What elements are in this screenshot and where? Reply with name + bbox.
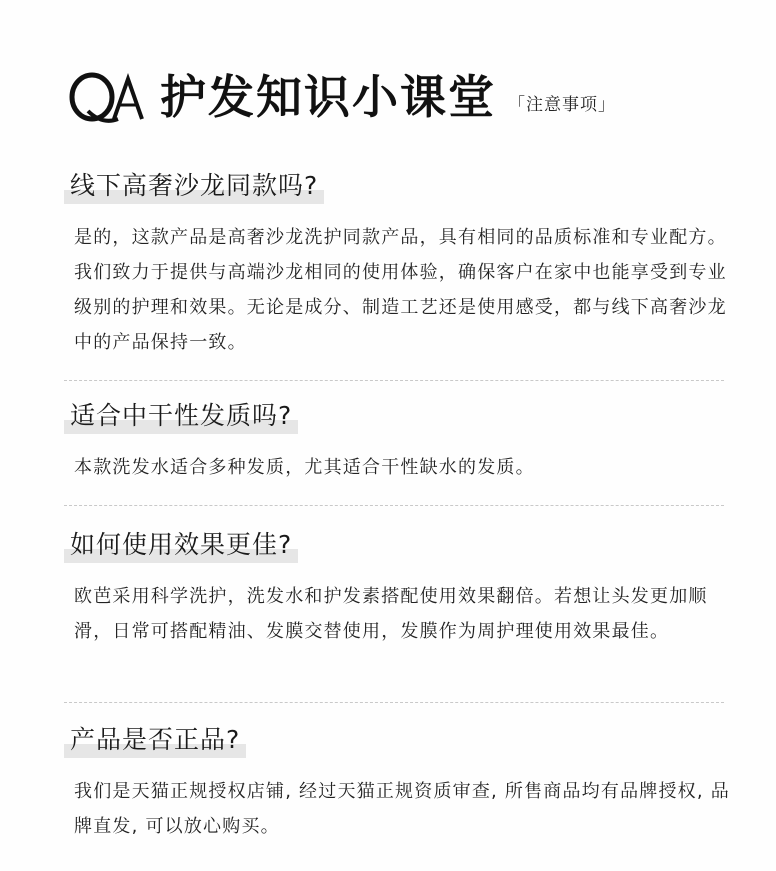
section-divider [64,702,724,703]
section-divider [64,380,724,381]
faq-answer: 本款洗发水适合多种发质，尤其适合干性缺水的发质。 [74,457,535,478]
faq-question [70,722,240,758]
question-text: 如何使用效果更佳? [70,530,293,559]
section-divider [64,505,724,506]
page-title: 护发知识小课堂 [160,70,496,124]
faq-answer: 是的，这款产品是高奢沙龙洗护同款产品，具有相同的品质标准和专业配方。我们致力于提供与高端沙龙相同的使用体验，确保客户在家中也能享受到专业级别的护理和效果。无论是成分、制造工艺还是使用感受，都与线下高奢沙龙中的产品保持一致。 [74,227,727,353]
faq-answer: 欧芭采用科学洗护，洗发水和护发素搭配使用效果翻倍。若想让头发更加顺滑，日常可搭配精油、发膜交替使用，发膜作为周护理使用效果最佳。 [74,586,708,642]
question-text: 产品是否正品? [70,725,241,754]
qa-logo-icon [68,67,150,127]
faq-question [70,168,318,204]
header [68,62,616,132]
faq-section [64,168,744,360]
faq-section [64,527,744,649]
faq-section [64,398,744,485]
page-subtitle: 「注意事项」 [508,94,616,115]
question-text: 线下高奢沙龙同款吗? [70,171,319,200]
question-text: 适合中干性发质吗? [70,401,293,430]
faq-answer: 我们是天猫正规授权店铺, 经过天猫正规资质审查, 所售商品均有品牌授权, 品牌直发, 可以放心购买。 [74,781,730,837]
faq-question [70,527,292,563]
faq-section [64,722,744,844]
faq-question [70,398,292,434]
